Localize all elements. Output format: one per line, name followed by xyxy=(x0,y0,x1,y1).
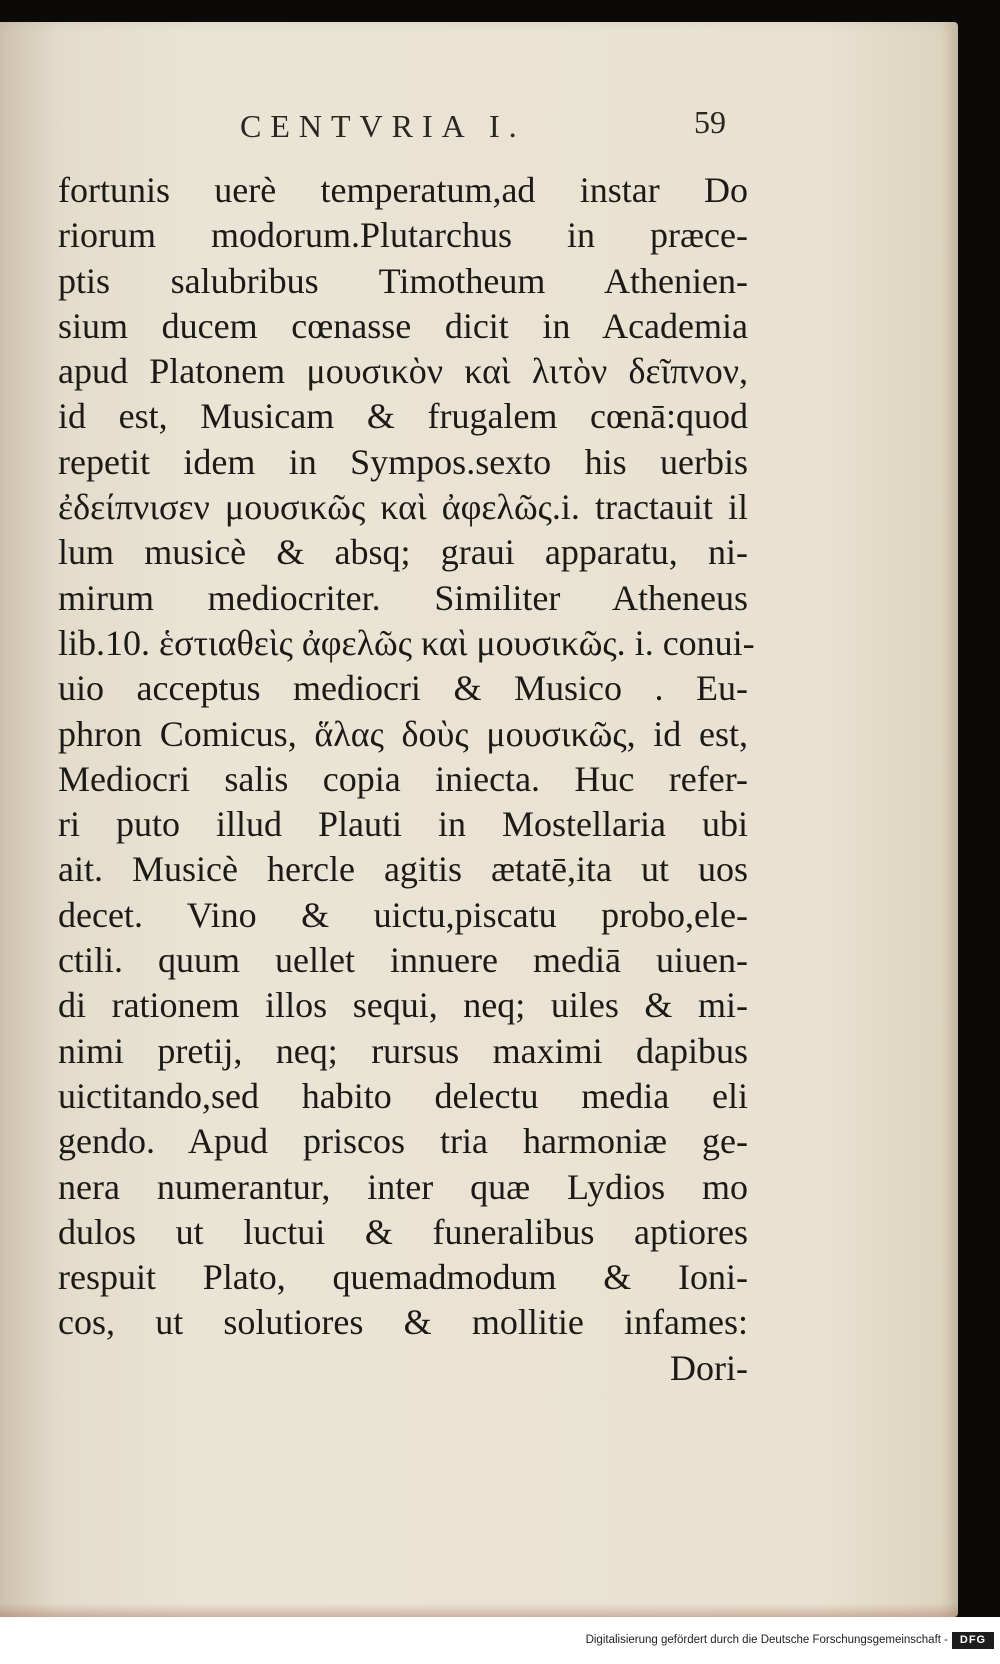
book-page xyxy=(0,22,958,1617)
text-line: mirum mediocriter. Similiter Atheneus xyxy=(58,577,748,618)
text-line: nera numerantur, inter quæ Lydios mo xyxy=(58,1166,748,1207)
text-line: lum musicè & absq; graui apparatu, ni- xyxy=(58,532,748,573)
text-line: phron Comicus, ἅλας δοὺς μουσικῶς, id est, xyxy=(58,713,748,754)
running-head: CENTVRIA I. xyxy=(240,108,526,144)
text-line: uio acceptus mediocri & Musico . Eu- xyxy=(58,668,748,709)
text-line: ri puto illud Plauti in Mostellaria ubi xyxy=(58,804,748,845)
dfg-logo: DFG xyxy=(952,1632,994,1649)
text-line: ctili. quum uellet innuere mediā uiuen- xyxy=(58,940,748,981)
footer-credit: Digitalisierung gefördert durch die Deutsche Forschungsgemeinschaft - xyxy=(585,1634,948,1646)
text-line: sium ducem cœnasse dicit in Academia xyxy=(58,305,748,346)
text-line: repetit idem in Sympos.sexto his uerbis xyxy=(58,441,748,482)
text-line: ptis salubribus Timotheum Athenien- xyxy=(58,260,748,301)
text-line: cos, ut solutiores & mollitie infames: xyxy=(58,1302,748,1343)
text-line: decet. Vino & uictu,piscatu probo,ele- xyxy=(58,894,748,935)
text-line: fortunis uerè temperatum,ad instar Do xyxy=(58,170,748,210)
text-line: ἐδείπνισεν μουσικῶς καὶ ἀφελῶς.i. tractauit il xyxy=(58,487,748,528)
text-line: ait. Musicè hercle agitis ætatē,ita ut uos xyxy=(58,849,748,890)
text-line: riorum modorum.Plutarchus in præce- xyxy=(58,215,748,256)
page-number: 59 xyxy=(694,104,726,140)
text-line: Mediocri salis copia iniecta. Huc refer- xyxy=(58,758,748,799)
text-line: respuit Plato, quemadmodum & Ioni- xyxy=(58,1257,748,1298)
text-line: apud Platonem μουσικὸν καὶ λιτὸν δεῖπνον, xyxy=(58,351,748,392)
text-line: dulos ut luctui & funeralibus aptiores xyxy=(58,1211,748,1252)
text-line: di rationem illos sequi, neq; uiles & mi- xyxy=(58,985,748,1026)
body-text xyxy=(58,168,755,1391)
text-line: nimi pretij, neq; rursus maximi dapibus xyxy=(58,1030,748,1071)
catchword: Dori- xyxy=(670,1347,748,1388)
digitization-footer xyxy=(0,1617,1000,1664)
text-line: lib.10. ἑστιαθεὶς ἀφελῶς καὶ μουσικῶς. i. conui- xyxy=(58,622,755,663)
text-line: gendo. Apud priscos tria harmoniæ ge- xyxy=(58,1121,748,1162)
text-line: uictitando,sed habito delectu media eli xyxy=(58,1075,748,1116)
text-line: id est, Musicam & frugalem cœnā:quod xyxy=(58,396,748,437)
